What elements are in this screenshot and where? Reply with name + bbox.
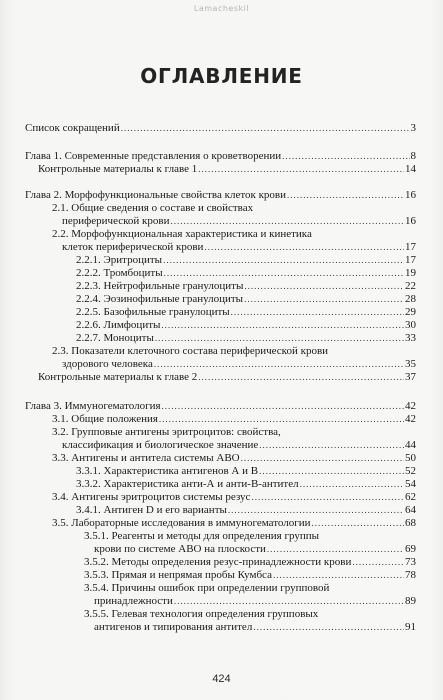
toc-page-number: 29 — [405, 306, 416, 318]
toc-entry[interactable] — [84, 530, 416, 556]
toc-entry[interactable] — [52, 491, 416, 504]
toc-page-number: 78 — [405, 569, 416, 581]
toc-entry-title: 3.5.3. Прямая и непрямая пробы Кумбса — [84, 569, 272, 581]
toc-entry-title: 2.2.7. Моноциты — [76, 332, 154, 344]
toc-page-number: 44 — [405, 439, 416, 451]
toc-leader-dots — [161, 319, 404, 332]
toc-entry[interactable] — [76, 319, 416, 332]
toc-entry[interactable] — [76, 465, 416, 478]
toc-leader-dots — [159, 413, 404, 426]
toc-entry-title: 3.3. Антигены и антитела системы АВО — [52, 452, 240, 464]
toc-leader-dots — [198, 371, 404, 384]
toc-page-number: 33 — [405, 332, 416, 344]
toc-entry[interactable] — [84, 608, 416, 634]
toc-leader-dots — [259, 439, 404, 452]
toc-leader-dots — [312, 517, 404, 530]
toc-entry[interactable] — [84, 569, 416, 582]
toc-entry-title: 2.2. Морфофункциональная характеристика и кинетика — [52, 228, 312, 240]
toc-page-number: 68 — [405, 517, 416, 529]
page-number: 424 — [212, 673, 231, 685]
toc-entry[interactable] — [76, 293, 416, 306]
toc-entry-title: 3.5. Лабораторные исследования в иммуногематологии — [52, 517, 311, 529]
toc-leader-dots — [244, 280, 404, 293]
toc-entry-title: 3.5.1. Реагенты и методы для определения группы — [84, 530, 320, 542]
toc-page-number: 89 — [405, 595, 416, 607]
toc-page-number: 64 — [405, 504, 416, 516]
toc-leader-dots — [121, 122, 410, 135]
toc-entry[interactable] — [76, 332, 416, 345]
toc-entry[interactable] — [52, 426, 416, 452]
toc-page-number: 17 — [405, 254, 416, 266]
toc-page-number: 62 — [405, 491, 416, 503]
toc-entry-title: Контрольные материалы к главе 2 — [38, 371, 198, 383]
toc-entry[interactable] — [76, 504, 416, 517]
toc-page-number: 73 — [405, 556, 416, 568]
toc-entry-title: 3.3.1. Характеристика антигенов А и В — [76, 465, 259, 477]
toc-leader-dots — [273, 569, 404, 582]
toc-entry-title: 2.2.5. Базофильные гранулоциты — [76, 306, 230, 318]
toc-entry-title: 3.5.2. Методы определения резус-принадлежности крови — [84, 556, 352, 568]
toc-entry-title: 2.2.6. Лимфоциты — [76, 319, 161, 331]
toc-entry[interactable] — [52, 517, 416, 530]
toc-entry[interactable] — [25, 150, 416, 163]
toc-entry[interactable] — [52, 345, 416, 371]
toc-entry[interactable] — [76, 254, 416, 267]
toc-leader-dots — [352, 556, 404, 569]
toc-page-number: 42 — [405, 400, 416, 412]
toc-entry-title: Глава 1. Современные представления о кроветворении — [25, 150, 282, 162]
toc-entry-title: 2.2.2. Тромбоциты — [76, 267, 163, 279]
toc-leader-dots — [241, 452, 404, 465]
toc-entry-title: 3.4. Антигены эритроцитов системы резус — [52, 491, 251, 503]
toc-entry[interactable] — [76, 280, 416, 293]
toc-entry-title: 2.3. Показатели клеточного состава периферической крови — [52, 345, 329, 357]
toc-page-number: 16 — [405, 189, 416, 201]
toc-page-number: 91 — [405, 621, 416, 633]
toc-entry-title: 3.4.1. Антиген D и его варианты — [76, 504, 227, 516]
toc-page-number: 16 — [405, 215, 416, 227]
toc-entry-title: Глава 2. Морфофункциональные свойства клеток крови — [25, 189, 287, 201]
toc-leader-dots — [155, 332, 404, 345]
toc-entry-title: принадлежности — [94, 595, 173, 607]
toc-entry-title: 2.2.1. Эритроциты — [76, 254, 163, 266]
toc-leader-dots — [267, 543, 404, 556]
toc-leader-dots — [253, 621, 404, 634]
toc-entry-title: 3.5.4. Причины ошибок при определении групповой — [84, 582, 330, 594]
toc-page-number: 8 — [410, 150, 416, 162]
toc-leader-dots — [174, 595, 404, 608]
toc-page-number: 17 — [405, 241, 416, 253]
toc-entry-title: Глава 3. Иммуногематология — [25, 400, 161, 412]
toc-entry[interactable] — [52, 202, 416, 228]
toc-leader-dots — [154, 358, 404, 371]
running-head: Lamacheskil — [193, 4, 250, 13]
toc-entry[interactable] — [52, 452, 416, 465]
toc-entry-title: Список сокращений — [25, 122, 120, 134]
toc-leader-dots — [162, 400, 404, 413]
toc-page-number: 54 — [405, 478, 416, 490]
toc-entry-title: клеток периферической крови — [62, 241, 204, 253]
toc-page-number: 35 — [405, 358, 416, 370]
toc-leader-dots — [164, 267, 404, 280]
toc-entry[interactable] — [76, 306, 416, 319]
toc-entry[interactable] — [25, 122, 416, 135]
toc-page-number: 3 — [410, 122, 416, 134]
toc-entry[interactable] — [38, 163, 416, 176]
toc-entry-title: 2.1. Общие сведения о составе и свойствах — [52, 202, 254, 214]
toc-entry-title: классификация и биологическое значение — [62, 439, 259, 451]
toc-entry-title: 2.2.4. Эозинофильные гранулоциты — [76, 293, 244, 305]
toc-page-number: 30 — [405, 319, 416, 331]
toc-page-number: 19 — [405, 267, 416, 279]
toc-leader-dots — [244, 293, 404, 306]
toc-entry-title: 3.1. Общие положения — [52, 413, 158, 425]
toc-leader-dots — [163, 254, 404, 267]
page-title: ОГЛАВЛЕНИЕ — [140, 64, 303, 88]
toc-entry-title: Контрольные материалы к главе 1 — [38, 163, 198, 175]
toc-page-number: 52 — [405, 465, 416, 477]
toc-entry[interactable] — [38, 371, 416, 384]
toc-entry[interactable] — [84, 556, 416, 569]
toc-page-number: 69 — [405, 543, 416, 555]
toc-leader-dots — [170, 215, 404, 228]
toc-entry[interactable] — [84, 582, 416, 608]
toc-page-number: 28 — [405, 293, 416, 305]
toc-leader-dots — [287, 189, 404, 202]
toc-leader-dots — [204, 241, 404, 254]
toc-entry[interactable] — [52, 413, 416, 426]
toc-leader-dots — [231, 306, 404, 319]
toc-entry[interactable] — [25, 189, 416, 202]
toc-leader-dots — [282, 150, 409, 163]
toc-page-number: 22 — [405, 280, 416, 292]
toc-entry-title: антигенов и типирования антител — [94, 621, 253, 633]
toc-page-number: 37 — [405, 371, 416, 383]
toc-leader-dots — [300, 478, 404, 491]
toc-leader-dots — [198, 163, 404, 176]
toc-leader-dots — [251, 491, 404, 504]
toc-entry-title: здорового человека — [62, 358, 153, 370]
toc-entry[interactable] — [76, 478, 416, 491]
toc-entry-title: 2.2.3. Нейтрофильные гранулоциты — [76, 280, 244, 292]
toc-page-number: 50 — [405, 452, 416, 464]
toc-leader-dots — [259, 465, 404, 478]
toc-page-number: 42 — [405, 413, 416, 425]
toc-entry[interactable] — [25, 400, 416, 413]
toc-entry-title: крови по системе АВО на плоскости — [94, 543, 266, 555]
toc-entry-title: 3.3.2. Характеристика анти-А и анти-В-антител — [76, 478, 299, 490]
toc-entry-title: 3.5.5. Гелевая технология определения групповых — [84, 608, 319, 620]
toc-entry-title: периферической крови — [62, 215, 170, 227]
toc-leader-dots — [228, 504, 404, 517]
toc-page-number: 14 — [405, 163, 416, 175]
toc-entry[interactable] — [52, 228, 416, 254]
toc-entry[interactable] — [76, 267, 416, 280]
toc-entry-title: 3.2. Групповые антигены эритроцитов: свойства, — [52, 426, 281, 438]
